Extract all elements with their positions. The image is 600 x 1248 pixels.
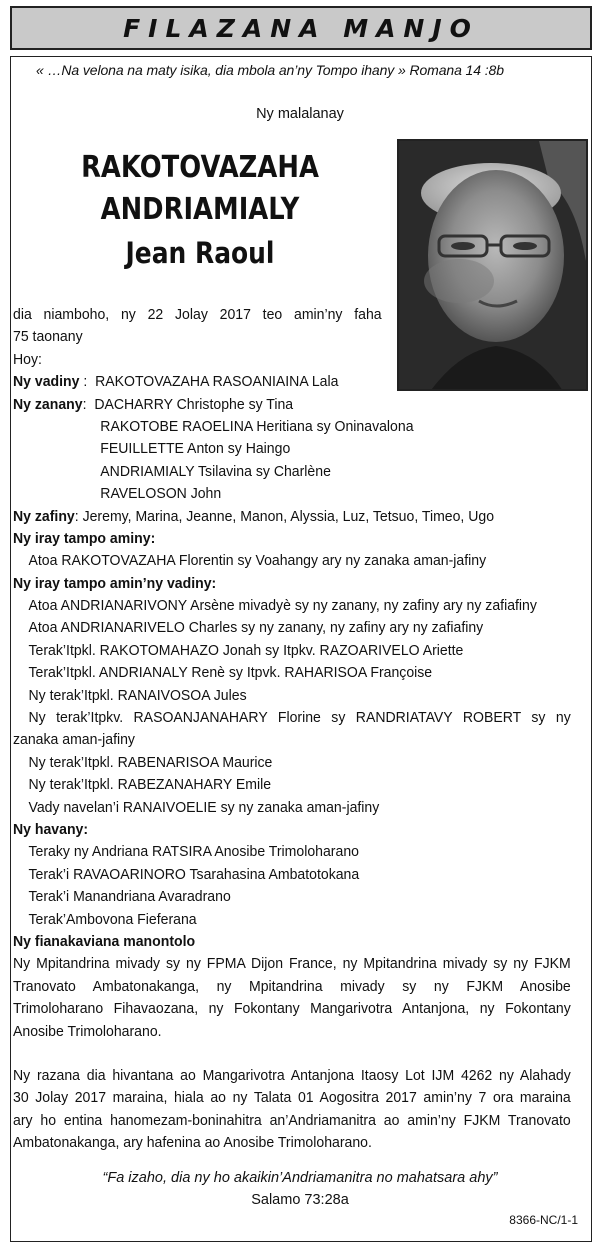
deceased-name-line-2: ANDRIAMIALY <box>100 192 300 227</box>
announcement-line-3: Hoy: <box>13 351 42 368</box>
deceased-name-line-1: RAKOTOVAZAHA <box>81 150 319 185</box>
header-title: FILAZANA MANJO <box>123 13 479 43</box>
tampo-vadiny-item: Vady navelan’i RANAIVOELIE sy ny zanaka aman-jafiny <box>28 799 380 816</box>
zafiny-row: Ny zafiny: Jeremy, Marina, Jeanne, Manon, Alyssia, Luz, Tetsuo, Timeo, Ugo <box>13 508 495 525</box>
tampo-vadiny-item: Ny terak’Itpkv. RASOANJANAHARY Florine sy RANDRIATAVY ROBERT sy ny <box>28 710 571 727</box>
reference-code: 8366-NC/1-1 <box>509 1213 578 1227</box>
zanany-item: ANDRIAMIALY Tsilavina sy Charlène <box>100 463 331 480</box>
deceased-name-line-3: Jean Raoul <box>125 236 275 270</box>
funeral-line: ary ho entina hanomezam-boninahitra an’Andriamanitra ao amin’ny FJKM Tranovato <box>13 1112 571 1129</box>
tampo-vadiny-item: Atoa ANDRIANARIVELO Charles sy ny zanany, ny zafiny ary ny zafiafiny <box>28 620 484 637</box>
zanany-label: Ny zanany <box>13 396 83 413</box>
announcement-line-1: dia niamboho, ny 22 Jolay 2017 teo amin’ny faha <box>13 307 382 323</box>
header-banner <box>10 6 592 50</box>
zanany-item: RAKOTOBE RAOELINA Heritiana sy Oninavalona <box>100 418 414 435</box>
paragraph-gap <box>13 1043 576 1065</box>
fianakaviana-line: Anosibe Trimoloharano. <box>13 1023 162 1040</box>
zafiny-value: Jeremy, Marina, Jeanne, Manon, Alyssia, Luz, Tetsuo, Timeo, Ugo <box>82 508 495 525</box>
tampo-vadiny-item: Ny terak’Itpkl. RANAIVOSOA Jules <box>28 687 247 704</box>
closing-reference: Salamo 73:28a <box>251 1192 349 1208</box>
funeral-line: Ny razana dia hivantana ao Mangarivotra Antanjona Itaosy Lot IJM 4262 ny Alahady <box>13 1067 571 1084</box>
tampo-vadiny-label: Ny iray tampo amin’ny vadiny: <box>13 575 217 592</box>
fianakaviana-line: Trimoloharano Fihavaozana, ny Fokontany Mangarivotra Antanjona, ny Fokontany <box>13 1001 571 1018</box>
closing-verse <box>0 1167 600 1211</box>
announcement-line-2: 75 taonany <box>13 329 83 346</box>
closing-quote: “Fa izaho, dia ny ho akaikin’Andriamanitra no mahatsara ahy” <box>102 1170 498 1186</box>
vadiny-row: Ny vadiny : RAKOTOVAZAHA RASOANIAINA Lala <box>13 374 339 391</box>
tampo-vadiny-item: Atoa ANDRIANARIVONY Arsène mivadyè sy ny zanany, ny zafiny ary ny zafiafiny <box>28 598 537 615</box>
zanany-item: FEUILLETTE Anton sy Haingo <box>100 441 291 458</box>
fianakaviana-line: Ny Mpitandrina mivady sy ny FPMA Dijon France, ny Mpitandrina mivady sy ny FJKM <box>13 956 571 973</box>
tampo-vadiny-item: Ny terak’Itpkl. RABENARISOA Maurice <box>28 754 273 771</box>
funeral-line: Ambatonakanga, ary hafenina ao Anosibe Trimoloharano. <box>13 1135 372 1152</box>
tampo-aminy-item: Atoa RAKOTOVAZAHA Florentin sy Voahangy ary ny zanaka aman-jafiny <box>28 553 487 570</box>
vadiny-value: RAKOTOVAZAHA RASOANIAINA Lala <box>95 374 339 391</box>
vadiny-label: Ny vadiny <box>13 374 80 391</box>
tampo-vadiny-item: Terak’Itpkl. ANDRIANALY Renè sy Itpvk. RAHARISOA Françoise <box>28 665 433 682</box>
havany-label: Ny havany: <box>13 821 89 838</box>
fianakaviana-line: Tranovato Ambatonakanga, ny Mpitandrina mivady sy ny FJKM Anosibe <box>13 978 571 995</box>
zanany-item: DACHARRY Christophe sy Tina <box>94 396 294 413</box>
zanany-item: RAVELOSON John <box>100 486 222 503</box>
funeral-line: 30 Jolay 2017 maraina, hiala ao ny Talata 01 Aogositra 2017 amin’ny 7 ora maraina <box>13 1090 571 1107</box>
havany-item: Teraky ny Andriana RATSIRA Anosibe Trimoloharano <box>28 844 359 861</box>
tampo-vadiny-item: zanaka aman-jafiny <box>13 732 135 749</box>
notice-body <box>13 304 576 1154</box>
tampo-aminy-label: Ny iray tampo aminy: <box>13 530 156 547</box>
tampo-vadiny-item: Ny terak’Itpkl. RABEZANAHARY Emile <box>28 777 272 794</box>
bible-verse: « …Na velona na maty isika, dia mbola an’ny Tompo ihany » Romana 14 :8b <box>36 62 504 78</box>
havany-item: Terak’i RAVAOARINORO Tsarahasina Ambatotokana <box>28 866 360 883</box>
preamble: Ny malalanay <box>256 106 344 122</box>
havany-item: Terak’i Manandriana Avaradrano <box>28 889 231 906</box>
havany-item: Terak’Ambovona Fieferana <box>28 911 197 928</box>
zafiny-label: Ny zafiny <box>13 508 75 525</box>
tampo-vadiny-item: Terak’Itpkl. RAKOTOMAHAZO Jonah sy Itpkv. RAZOARIVELO Ariette <box>28 642 464 659</box>
fianakaviana-label: Ny fianakaviana manontolo <box>13 933 196 950</box>
zanany-row: Ny zanany: DACHARRY Christophe sy Tina <box>13 396 294 413</box>
